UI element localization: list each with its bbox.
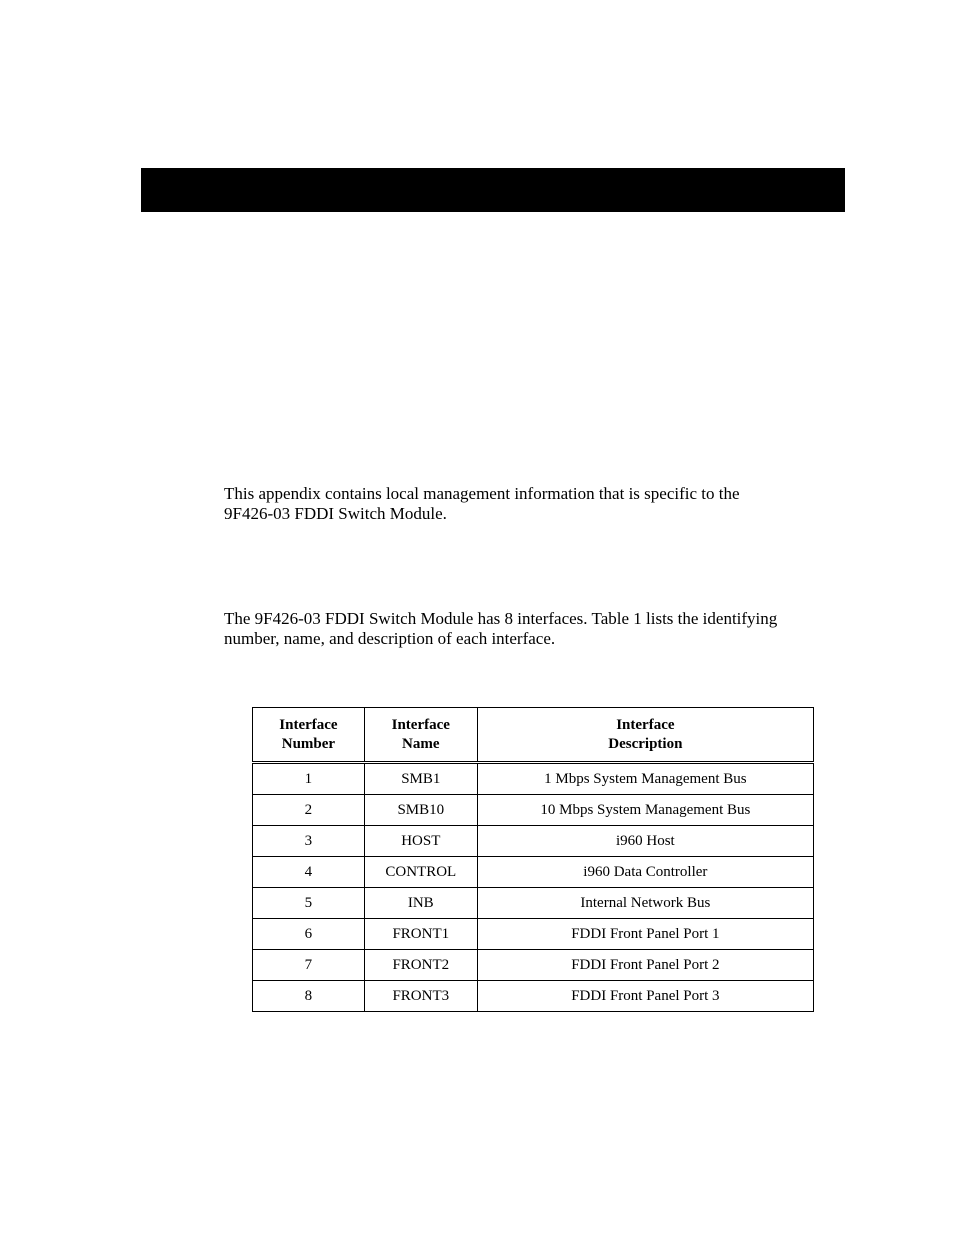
header-name-line-2: Name [402, 735, 440, 752]
cell-name: CONTROL [364, 857, 477, 888]
table-row [253, 888, 814, 919]
cell-description: FDDI Front Panel Port 3 [477, 981, 813, 1012]
cell-number: 8 [253, 981, 365, 1012]
intro-line-2: 9F426-03 FDDI Switch Module. [224, 504, 447, 523]
cell-name: FRONT3 [364, 981, 477, 1012]
cell-description: i960 Host [477, 826, 813, 857]
header-interface-description [477, 708, 813, 763]
cell-description: 10 Mbps System Management Bus [477, 795, 813, 826]
cell-number: 6 [253, 919, 365, 950]
interfaces-table [252, 707, 814, 1012]
header-description-line-1: Interface [616, 716, 675, 733]
cell-description: FDDI Front Panel Port 2 [477, 950, 813, 981]
cell-description: i960 Data Controller [477, 857, 813, 888]
cell-number: 4 [253, 857, 365, 888]
cell-number: 7 [253, 950, 365, 981]
cell-name: SMB1 [364, 763, 477, 795]
table-row [253, 981, 814, 1012]
chapter-header-bar [141, 168, 845, 212]
cell-description: 1 Mbps System Management Bus [477, 763, 813, 795]
intro-paragraph [224, 484, 834, 524]
table-row [253, 763, 814, 795]
interfaces-paragraph [224, 609, 834, 649]
cell-description: Internal Network Bus [477, 888, 813, 919]
cell-number: 2 [253, 795, 365, 826]
table-row [253, 950, 814, 981]
table-row [253, 826, 814, 857]
table-header-row [253, 708, 814, 763]
cell-number: 3 [253, 826, 365, 857]
header-number-line-1: Interface [279, 716, 338, 733]
intro-line-1: This appendix contains local management information that is specific to the [224, 484, 740, 503]
cell-name: FRONT2 [364, 950, 477, 981]
interfaces-line-2: number, name, and description of each interface. [224, 629, 556, 648]
header-number-line-2: Number [281, 735, 336, 752]
header-interface-name [364, 708, 477, 763]
table-row [253, 795, 814, 826]
table-row [253, 919, 814, 950]
interfaces-line-1: The 9F426-03 FDDI Switch Module has 8 interfaces. Table 1 lists the identifying [224, 609, 778, 628]
header-description-line-2: Description [608, 735, 683, 752]
header-name-line-1: Interface [391, 716, 450, 733]
cell-description: FDDI Front Panel Port 1 [477, 919, 813, 950]
table-row [253, 857, 814, 888]
cell-number: 5 [253, 888, 365, 919]
cell-number: 1 [253, 763, 365, 795]
header-interface-number [253, 708, 365, 763]
cell-name: HOST [364, 826, 477, 857]
cell-name: FRONT1 [364, 919, 477, 950]
cell-name: SMB10 [364, 795, 477, 826]
cell-name: INB [364, 888, 477, 919]
